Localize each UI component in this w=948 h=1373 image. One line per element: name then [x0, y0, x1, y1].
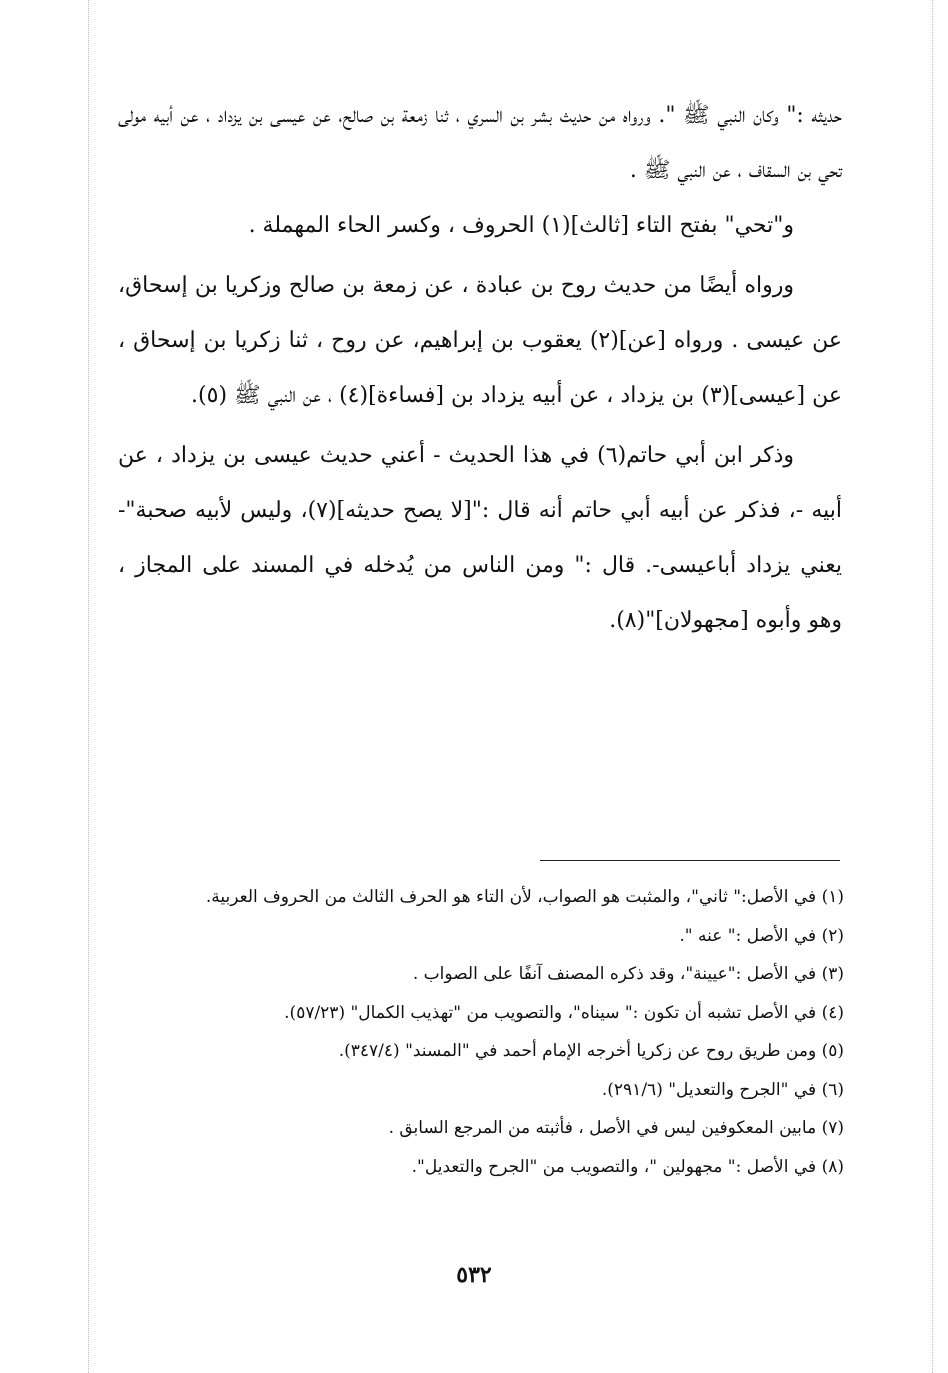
body-paragraph: وذكر ابن أبي حاتم(٦) في هذا الحديث - أعني حديث عيسى بن يزداد ، عن أبيه -، فذكر عن أبيه أبي حاتم أنه قال :"[لا يصح حديثه](٧)، وليس لأبيه صحبة"- يعني يزداد أباعيسى-. قال :" ومن الناس من يُدخله في المسند على المجاز ، وهو وأبوه [مجهولان]"(٨).: [118, 443, 842, 633]
footnotes: [130, 878, 844, 1186]
page-number: ٥٣٢: [456, 1262, 492, 1288]
footnote: (٦) في "الجرح والتعديل" (٢٩١/٦).: [601, 1079, 844, 1100]
footnote: (٣) في الأصل :"عيينة"، وقد ذكره المصنف آنفًا على الصواب .: [412, 964, 844, 984]
scan-margin-line: [932, 0, 933, 1373]
footnote: (١) في الأصل:" ثاني"، والمثبت هو الصواب، لأن التاء هو الحرف الثالث من الحروف العربية.: [205, 887, 844, 907]
footnote: (٢) في الأصل :" عنه ".: [679, 925, 844, 946]
footnote-separator: [540, 860, 840, 861]
footnote: (٥) ومن طريق روح عن زكريا أخرجه الإمام أحمد في "المسند" (٣٤٧/٤).: [338, 1041, 844, 1061]
footnote: (٤) في الأصل تشبه أن تكون :" سيناه"، والتصويب من "تهذيب الكمال" (٥٧/٢٣).: [284, 1002, 844, 1023]
body-paragraph: و"تحي" بفتح التاء [ثالث](١) الحروف ، وكسر الحاء المهملة .: [248, 213, 794, 238]
footnote: (٨) في الأصل :" مجهولين "، والتصويب من "الجرح والتعديل".: [411, 1156, 844, 1177]
main-text: [118, 88, 842, 648]
body-paragraph: حديثه :" وكان النبي ﷺ ". ورواه من حديث بشر بن السري ، ثنا زمعة بن صالح، عن عيسى بن يزداد ، عن أبيه مولى تحي بن السقاف ، عن النبي ﷺ .: [118, 103, 842, 183]
footnote: (٧) مابين المعكوفين ليس في الأصل ، فأثبته من المرجع السابق .: [388, 1118, 844, 1138]
scan-margin-line: [88, 0, 89, 1373]
body-paragraph: ورواه أيضًا من حديث روح بن عبادة ، عن زمعة بن صالح وزكريا بن إسحاق، عن عيسى . ورواه [عن](٢) يعقوب بن إبراهيم، عن روح ، ثنا زكريا بن إسحاق ، عن [عيسى](٣) بن يزداد ، عن أبيه يزداد بن [فساءة](٤) ، عن النبي ﷺ (٥).: [118, 273, 842, 408]
